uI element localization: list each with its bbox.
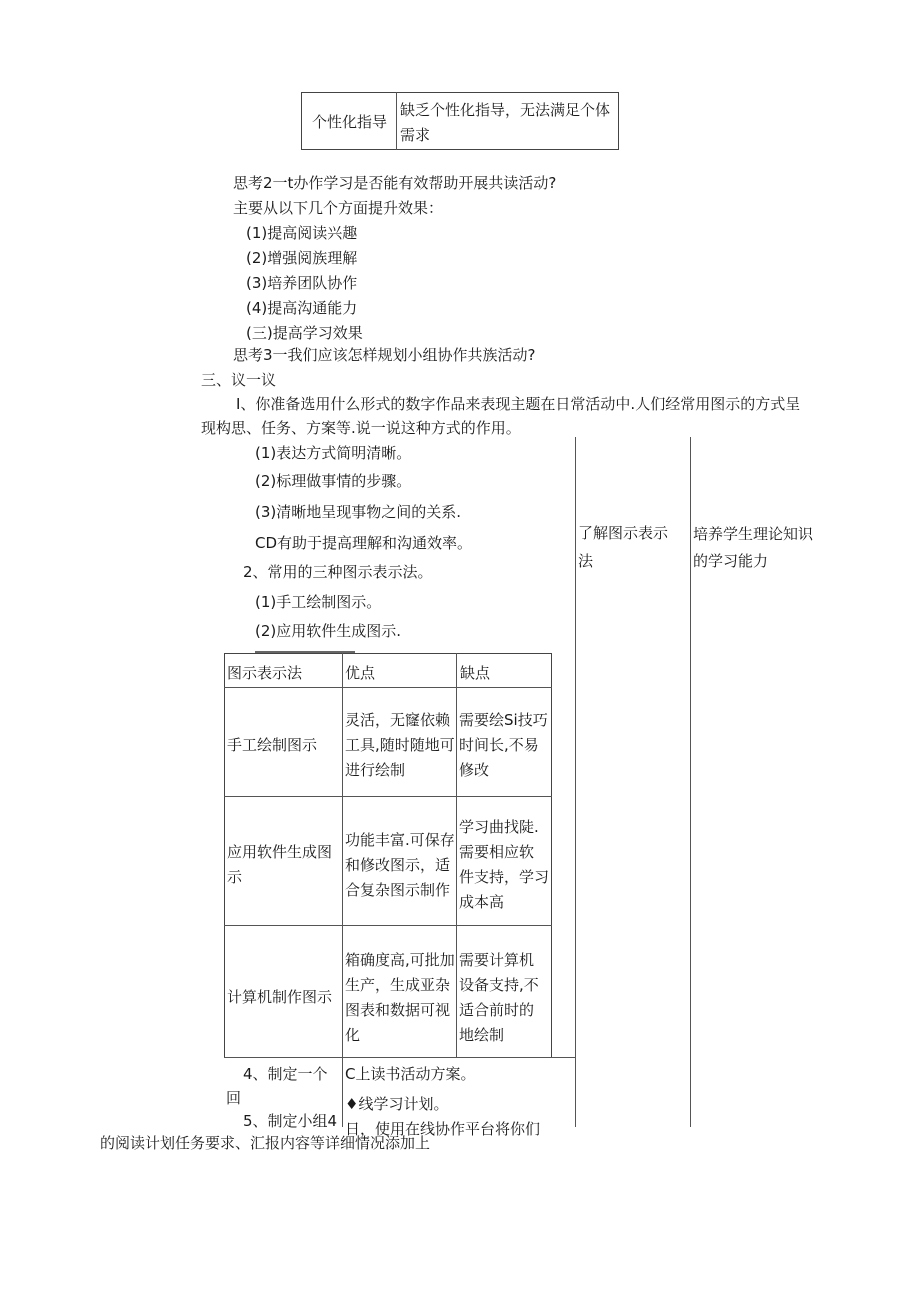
row3-pros-2: 生产，生成亚杂: [345, 976, 451, 994]
item4-a: 4、制定一个: [243, 1065, 328, 1083]
section3-p1-line1: I、你准备选用什么形式的数字作品来表现主题在日常活动中.人们经常用图示的方式呈: [236, 395, 801, 413]
side-col-line-1: [575, 437, 576, 1127]
think2-question: 思考2一t办作学习是否能有效帮助开展共读活动?: [233, 174, 557, 192]
header-method: 图示表示法: [227, 664, 303, 682]
top-table-desc-line2: 需求: [400, 126, 431, 144]
header-cons: 缺点: [460, 664, 491, 682]
section3-heading: 三、议一议: [201, 371, 277, 389]
think2-item-2: (2)增强阅族理解: [246, 249, 358, 267]
item4-b: 回: [226, 1089, 242, 1107]
item5-right-clipped: 日，使用在线协作平台将你们: [345, 1120, 541, 1138]
row2-pros-2: 和修改图示，适: [345, 856, 451, 874]
row2-method-1: 应用软件生成图: [227, 843, 333, 861]
row1-cons-2: 时间长,不易: [459, 736, 539, 754]
methods-table-col-line-2: [456, 653, 457, 1058]
side-col1-line2: 法: [578, 552, 594, 570]
row3-cons-3: 适合前时的: [459, 1001, 535, 1019]
row2-cons-2: 需要相应软: [459, 843, 535, 861]
row2-pros-3: 合复杂图示制作: [345, 881, 451, 899]
methods-table-bottom-extension: [224, 1057, 576, 1058]
final-line: 的阅读计划任务要求、汇报内容等详细情况添加上: [100, 1134, 431, 1152]
row2-cons-3: 件支持，学习: [459, 868, 550, 886]
row2-cons-1: 学习曲找陡.: [459, 818, 539, 836]
think2-intro: 主要从以下几个方面提升效果：: [233, 199, 444, 217]
side-col1-line1: 了解图示表示: [578, 524, 669, 542]
use-1: (1)表达方式简明清晰。: [255, 444, 412, 462]
section3-p2: 2、常用的三种图示表示法。: [243, 563, 433, 581]
row3-method: 计算机制作图示: [227, 988, 333, 1006]
side-col2-line1: 培养学生理论知识: [693, 525, 814, 543]
row3-cons-1: 需要计算机: [459, 951, 535, 969]
item4-right: C上读书活动方案。: [345, 1065, 476, 1083]
method-1: (1)手工绘制图示。: [255, 593, 382, 611]
method-2: (2)应用软件生成图示.: [255, 622, 402, 640]
row3-pros-3: 图表和数据可视: [345, 1001, 451, 1019]
section3-p1-line2: 现构思、任务、方案等.说一说这种方式的作用。: [201, 419, 521, 437]
line2-right: ♦线学习计划。: [345, 1095, 449, 1113]
row3-pros-4: 化: [345, 1026, 361, 1044]
use-4: CD有助于提高理解和沟通效率。: [255, 534, 473, 552]
think2-item-4: (4)提高沟通能力: [246, 299, 358, 317]
row2-method-2: 示: [227, 868, 243, 886]
side-col-line-2: [690, 437, 691, 1127]
row1-pros-2: 工具,随时随地可: [345, 736, 455, 754]
top-table-desc-line1: 缺乏个性化指导，无法满足个体: [400, 101, 611, 119]
think2-item-3: (3)培养团队协作: [246, 274, 358, 292]
top-table-label: 个性化指导: [312, 113, 388, 131]
row1-pros-1: 灵活，无窿依赖: [345, 711, 451, 729]
think2-item-5: (三)提高学习效果: [246, 324, 363, 342]
think3-question: 思考3一我们应该怎样规划小组协作共族活动?: [233, 346, 536, 364]
use-3: (3)清晰地呈现事物之间的关系.: [255, 503, 462, 521]
row1-cons-1: 需要绘Si技巧: [459, 711, 548, 729]
top-table-divider: [396, 92, 397, 150]
row3-cons-2: 设备支持,不: [459, 976, 539, 994]
method-3-hidden: [255, 646, 375, 653]
think2-item-1: (1)提高阅读兴趣: [246, 224, 358, 242]
row2-cons-4: 成本高: [459, 893, 505, 911]
row3-cons-4: 地绘制: [459, 1026, 505, 1044]
row1-cons-3: 修改: [459, 761, 490, 779]
item5-a: 5、制定小组4: [243, 1112, 338, 1130]
side-col2-line2: 的学习能力: [693, 552, 769, 570]
methods-table-row-line-2: [224, 796, 552, 797]
methods-table-col-line-1: [342, 653, 343, 1058]
row3-pros-1: 箱确度高,可批加: [345, 951, 455, 969]
header-pros: 优点: [345, 664, 376, 682]
bottom-divider: [342, 1057, 343, 1127]
methods-table-row-line-1: [224, 687, 552, 688]
methods-table-row-line-3: [224, 925, 552, 926]
row1-method: 手工绘制图示: [227, 736, 318, 754]
row2-pros-1: 功能丰富.可保存: [345, 831, 455, 849]
row1-pros-3: 进行绘制: [345, 761, 406, 779]
use-2: (2)标理做事情的步骤。: [255, 472, 412, 490]
